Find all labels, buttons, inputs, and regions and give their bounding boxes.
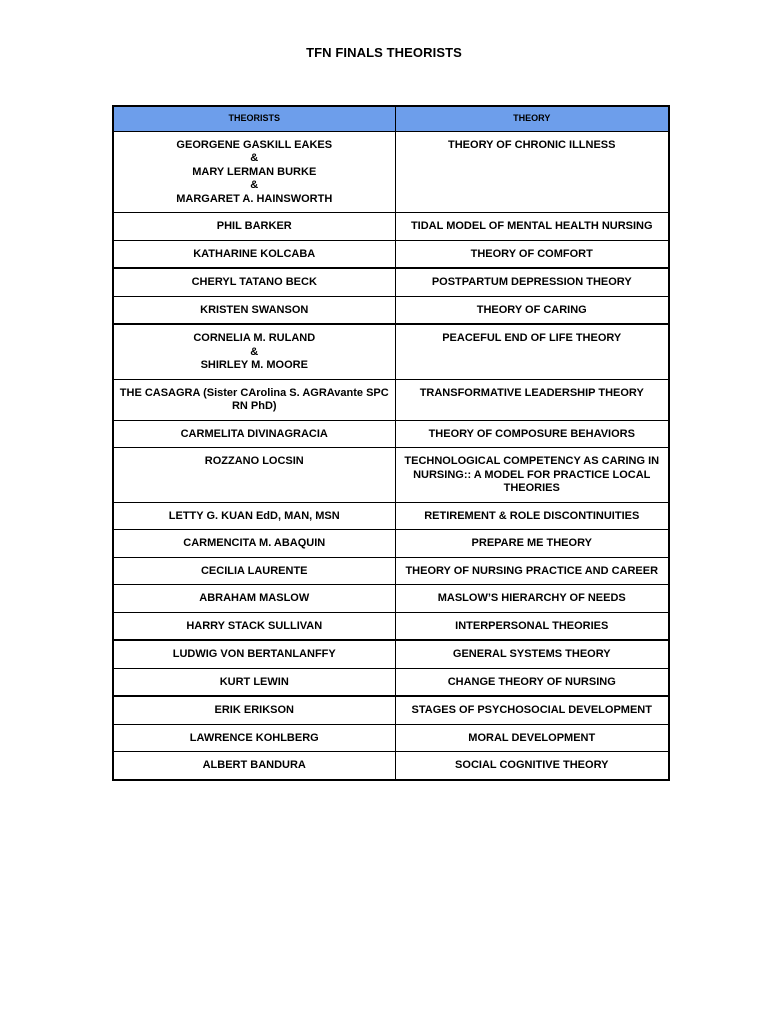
table-row xyxy=(113,296,669,324)
table-row xyxy=(113,379,669,420)
theory-cell: CHANGE THEORY OF NURSING xyxy=(395,668,669,696)
table-row xyxy=(113,612,669,640)
theory-cell: PREPARE ME THEORY xyxy=(395,530,669,558)
column-header-theorists: THEORISTS xyxy=(113,106,395,131)
theorist-cell: ROZZANO LOCSIN xyxy=(113,448,395,503)
theorist-cell: KATHARINE KOLCABA xyxy=(113,240,395,268)
theory-cell: TIDAL MODEL OF MENTAL HEALTH NURSING xyxy=(395,213,669,241)
theorist-cell: CARMELITA DIVINAGRACIA xyxy=(113,420,395,448)
theory-cell: MASLOW’S HIERARCHY OF NEEDS xyxy=(395,585,669,613)
theory-cell: THEORY OF CARING xyxy=(395,296,669,324)
table-header-row xyxy=(113,106,669,131)
theory-cell: THEORY OF NURSING PRACTICE AND CAREER xyxy=(395,557,669,585)
table-row xyxy=(113,724,669,752)
table-row xyxy=(113,752,669,780)
table-row xyxy=(113,448,669,503)
table-row xyxy=(113,268,669,296)
theorist-cell: CORNELIA M. RULAND & SHIRLEY M. MOORE xyxy=(113,324,395,379)
theorist-cell: PHIL BARKER xyxy=(113,213,395,241)
theory-cell: INTERPERSONAL THEORIES xyxy=(395,612,669,640)
theorist-cell: THE CASAGRA (Sister CArolina S. AGRAvante SPC RN PhD) xyxy=(113,379,395,420)
theorist-cell: HARRY STACK SULLIVAN xyxy=(113,612,395,640)
theory-cell: POSTPARTUM DEPRESSION THEORY xyxy=(395,268,669,296)
column-header-theory: THEORY xyxy=(395,106,669,131)
theorist-cell: ERIK ERIKSON xyxy=(113,696,395,724)
theory-cell: SOCIAL COGNITIVE THEORY xyxy=(395,752,669,780)
table-row xyxy=(113,502,669,530)
table-row xyxy=(113,324,669,379)
theory-cell: STAGES OF PSYCHOSOCIAL DEVELOPMENT xyxy=(395,696,669,724)
table-row xyxy=(113,585,669,613)
theory-cell: THEORY OF CHRONIC ILLNESS xyxy=(395,131,669,213)
theory-cell: GENERAL SYSTEMS THEORY xyxy=(395,640,669,668)
table-row xyxy=(113,668,669,696)
table-row xyxy=(113,420,669,448)
theory-cell: TECHNOLOGICAL COMPETENCY AS CARING IN NURSING:: A MODEL FOR PRACTICE LOCAL THEORIES xyxy=(395,448,669,503)
theory-cell: TRANSFORMATIVE LEADERSHIP THEORY xyxy=(395,379,669,420)
theorist-cell: ALBERT BANDURA xyxy=(113,752,395,780)
theorist-cell: CECILIA LAURENTE xyxy=(113,557,395,585)
theorist-cell: KURT LEWIN xyxy=(113,668,395,696)
table-row xyxy=(113,240,669,268)
table-row xyxy=(113,131,669,213)
theory-cell: PEACEFUL END OF LIFE THEORY xyxy=(395,324,669,379)
table-row xyxy=(113,213,669,241)
theorist-cell: CHERYL TATANO BECK xyxy=(113,268,395,296)
table-row xyxy=(113,696,669,724)
page-title: TFN FINALS THEORISTS xyxy=(306,45,462,60)
table-row xyxy=(113,530,669,558)
theorist-cell: LAWRENCE KOHLBERG xyxy=(113,724,395,752)
theory-cell: RETIREMENT & ROLE DISCONTINUITIES xyxy=(395,502,669,530)
theory-cell: MORAL DEVELOPMENT xyxy=(395,724,669,752)
theorists-table xyxy=(112,105,670,781)
theorist-cell: LUDWIG VON BERTANLANFFY xyxy=(113,640,395,668)
theorist-cell: ABRAHAM MASLOW xyxy=(113,585,395,613)
table-row xyxy=(113,640,669,668)
theorist-cell: CARMENCITA M. ABAQUIN xyxy=(113,530,395,558)
theorist-cell: GEORGENE GASKILL EAKES & MARY LERMAN BURKE & MARGARET A. HAINSWORTH xyxy=(113,131,395,213)
theorist-cell: KRISTEN SWANSON xyxy=(113,296,395,324)
theorist-cell: LETTY G. KUAN EdD, MAN, MSN xyxy=(113,502,395,530)
table-row xyxy=(113,557,669,585)
theory-cell: THEORY OF COMFORT xyxy=(395,240,669,268)
theory-cell: THEORY OF COMPOSURE BEHAVIORS xyxy=(395,420,669,448)
